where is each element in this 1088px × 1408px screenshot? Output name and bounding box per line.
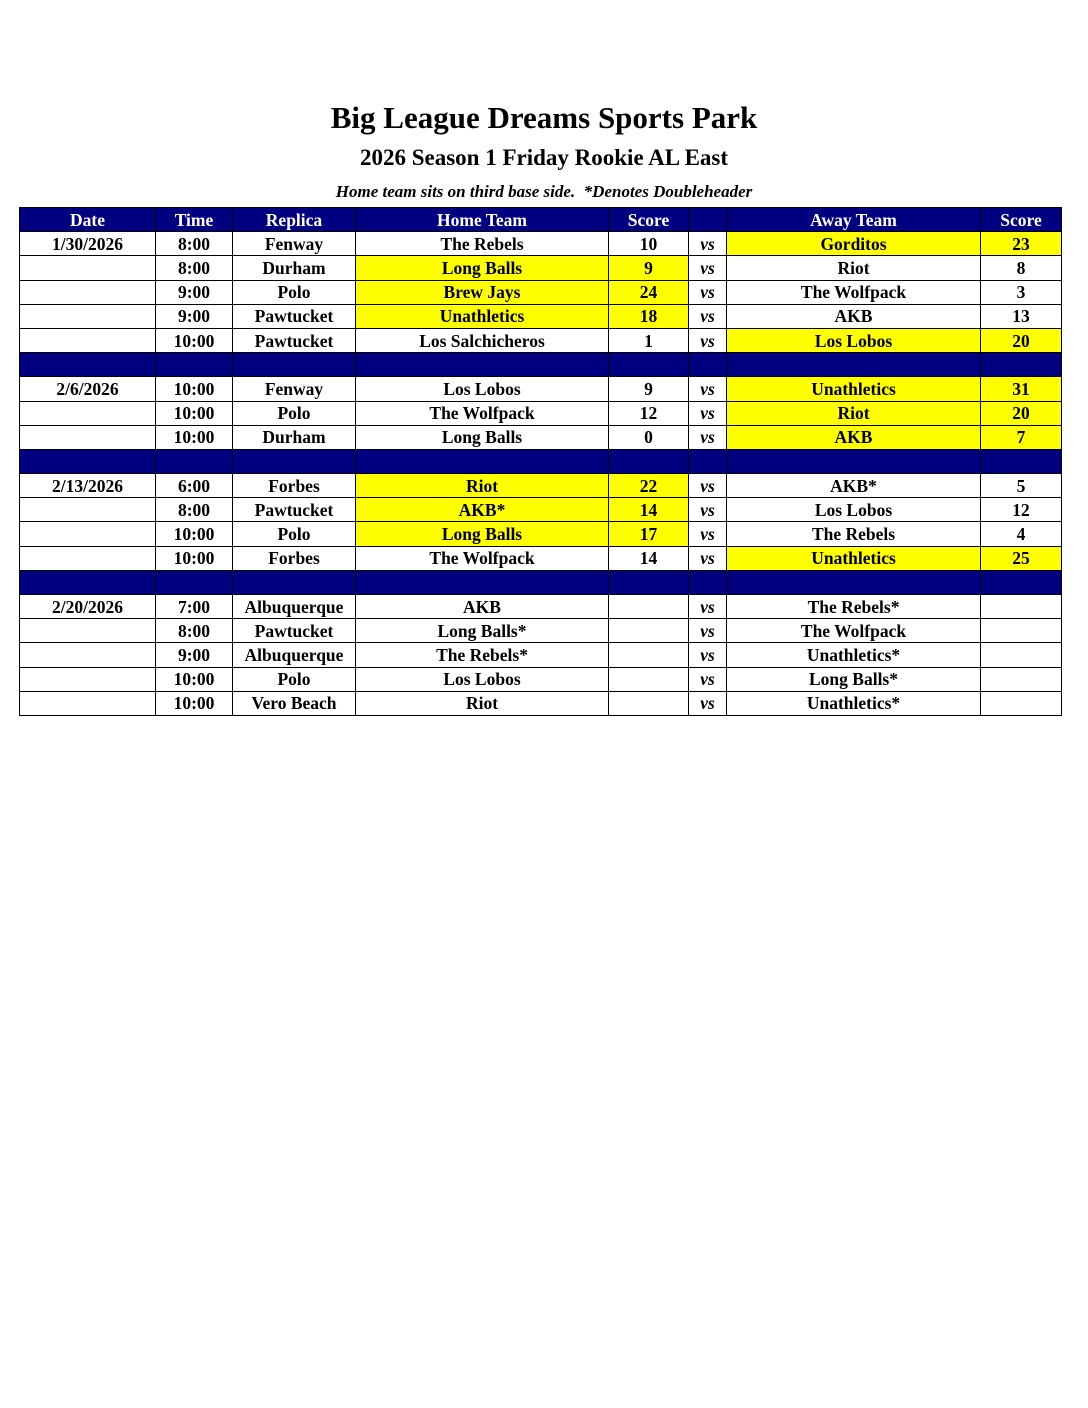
home-team-cell: AKB* xyxy=(356,498,609,522)
week-separator-row xyxy=(20,570,1062,594)
time-cell: 10:00 xyxy=(156,667,233,691)
schedule-table xyxy=(19,207,1062,716)
header-row xyxy=(20,208,1062,232)
game-row xyxy=(20,691,1062,715)
vs-cell: vs xyxy=(689,546,727,570)
replica-cell: Forbes xyxy=(233,474,356,498)
vs-cell: vs xyxy=(689,304,727,328)
home-team-cell: Unathletics xyxy=(356,304,609,328)
game-row xyxy=(20,280,1062,304)
separator-cell xyxy=(233,570,356,594)
away-score-cell xyxy=(981,691,1062,715)
separator-cell xyxy=(609,353,689,377)
date-cell xyxy=(20,425,156,449)
vs-cell: vs xyxy=(689,667,727,691)
replica-cell: Albuquerque xyxy=(233,643,356,667)
home-team-cell: Brew Jays xyxy=(356,280,609,304)
home-team-cell: AKB xyxy=(356,595,609,619)
replica-cell: Pawtucket xyxy=(233,304,356,328)
home-score-cell: 17 xyxy=(609,522,689,546)
separator-cell xyxy=(233,353,356,377)
vs-cell: vs xyxy=(689,498,727,522)
replica-cell: Fenway xyxy=(233,232,356,256)
separator-cell xyxy=(356,570,609,594)
home-score-cell: 24 xyxy=(609,280,689,304)
replica-cell: Polo xyxy=(233,401,356,425)
col-header-away-team: Away Team xyxy=(727,208,981,232)
separator-cell xyxy=(727,449,981,473)
col-header-date: Date xyxy=(20,208,156,232)
game-row xyxy=(20,304,1062,328)
home-score-cell xyxy=(609,619,689,643)
home-team-cell: Los Salchicheros xyxy=(356,328,609,352)
game-row xyxy=(20,619,1062,643)
away-score-cell: 20 xyxy=(981,328,1062,352)
vs-cell: vs xyxy=(689,643,727,667)
home-score-cell: 18 xyxy=(609,304,689,328)
date-cell xyxy=(20,401,156,425)
replica-cell: Fenway xyxy=(233,377,356,401)
replica-cell: Durham xyxy=(233,425,356,449)
home-team-cell: The Wolfpack xyxy=(356,546,609,570)
time-cell: 8:00 xyxy=(156,232,233,256)
home-team-cell: Riot xyxy=(356,691,609,715)
game-row xyxy=(20,522,1062,546)
away-team-cell: AKB xyxy=(727,304,981,328)
game-row xyxy=(20,328,1062,352)
separator-cell xyxy=(689,449,727,473)
schedule-body xyxy=(20,232,1062,716)
date-cell xyxy=(20,280,156,304)
game-row xyxy=(20,425,1062,449)
away-team-cell: The Wolfpack xyxy=(727,280,981,304)
away-score-cell: 5 xyxy=(981,474,1062,498)
replica-cell: Pawtucket xyxy=(233,328,356,352)
away-team-cell: The Wolfpack xyxy=(727,619,981,643)
vs-cell: vs xyxy=(689,474,727,498)
home-score-cell: 10 xyxy=(609,232,689,256)
time-cell: 8:00 xyxy=(156,256,233,280)
away-score-cell xyxy=(981,667,1062,691)
vs-cell: vs xyxy=(689,280,727,304)
page-title: Big League Dreams Sports Park xyxy=(330,100,758,135)
away-score-cell: 25 xyxy=(981,546,1062,570)
separator-cell xyxy=(356,353,609,377)
away-score-cell: 31 xyxy=(981,377,1062,401)
replica-cell: Polo xyxy=(233,522,356,546)
home-team-cell: Long Balls xyxy=(356,256,609,280)
game-row xyxy=(20,498,1062,522)
doubleheader-note: Home team sits on third base side. *Denotes Doubleheader xyxy=(335,182,753,201)
game-row xyxy=(20,256,1062,280)
away-score-cell: 12 xyxy=(981,498,1062,522)
home-score-cell: 9 xyxy=(609,377,689,401)
separator-cell xyxy=(981,570,1062,594)
date-cell xyxy=(20,619,156,643)
game-row xyxy=(20,643,1062,667)
replica-cell: Durham xyxy=(233,256,356,280)
home-team-cell: Los Lobos xyxy=(356,377,609,401)
date-cell xyxy=(20,691,156,715)
separator-cell xyxy=(156,449,233,473)
away-score-cell: 23 xyxy=(981,232,1062,256)
col-header-time: Time xyxy=(156,208,233,232)
replica-cell: Pawtucket xyxy=(233,498,356,522)
separator-cell xyxy=(689,570,727,594)
home-score-cell: 1 xyxy=(609,328,689,352)
time-cell: 10:00 xyxy=(156,377,233,401)
col-header-away-score: Score xyxy=(981,208,1062,232)
separator-cell xyxy=(233,449,356,473)
week-separator-row xyxy=(20,449,1062,473)
separator-cell xyxy=(981,353,1062,377)
time-cell: 10:00 xyxy=(156,401,233,425)
home-team-cell: The Wolfpack xyxy=(356,401,609,425)
vs-cell: vs xyxy=(689,377,727,401)
separator-cell xyxy=(20,570,156,594)
date-cell: 2/20/2026 xyxy=(20,595,156,619)
separator-cell xyxy=(727,353,981,377)
time-cell: 9:00 xyxy=(156,643,233,667)
home-team-cell: Los Lobos xyxy=(356,667,609,691)
time-cell: 10:00 xyxy=(156,328,233,352)
away-team-cell: Los Lobos xyxy=(727,498,981,522)
date-cell: 1/30/2026 xyxy=(20,232,156,256)
home-team-cell: The Rebels xyxy=(356,232,609,256)
time-cell: 9:00 xyxy=(156,280,233,304)
away-score-cell xyxy=(981,595,1062,619)
home-score-cell xyxy=(609,595,689,619)
away-team-cell: Unathletics xyxy=(727,377,981,401)
separator-cell xyxy=(609,449,689,473)
away-team-cell: AKB xyxy=(727,425,981,449)
away-team-cell: Riot xyxy=(727,256,981,280)
page-subtitle: 2026 Season 1 Friday Rookie AL East xyxy=(359,145,729,170)
week-separator-row xyxy=(20,353,1062,377)
away-score-cell: 7 xyxy=(981,425,1062,449)
away-score-cell: 8 xyxy=(981,256,1062,280)
time-cell: 8:00 xyxy=(156,619,233,643)
game-row xyxy=(20,546,1062,570)
replica-cell: Polo xyxy=(233,667,356,691)
date-cell xyxy=(20,667,156,691)
home-score-cell: 14 xyxy=(609,546,689,570)
time-cell: 8:00 xyxy=(156,498,233,522)
time-cell: 10:00 xyxy=(156,425,233,449)
replica-cell: Vero Beach xyxy=(233,691,356,715)
separator-cell xyxy=(20,449,156,473)
date-cell xyxy=(20,498,156,522)
game-row xyxy=(20,474,1062,498)
away-team-cell: Unathletics xyxy=(727,546,981,570)
separator-cell xyxy=(156,570,233,594)
col-header-home-team: Home Team xyxy=(356,208,609,232)
away-team-cell: The Rebels* xyxy=(727,595,981,619)
replica-cell: Albuquerque xyxy=(233,595,356,619)
away-team-cell: Gorditos xyxy=(727,232,981,256)
away-score-cell: 4 xyxy=(981,522,1062,546)
away-score-cell: 20 xyxy=(981,401,1062,425)
date-cell xyxy=(20,643,156,667)
home-score-cell xyxy=(609,667,689,691)
away-score-cell: 13 xyxy=(981,304,1062,328)
time-cell: 6:00 xyxy=(156,474,233,498)
col-header-vs xyxy=(689,208,727,232)
game-row xyxy=(20,401,1062,425)
home-team-cell: Long Balls xyxy=(356,425,609,449)
vs-cell: vs xyxy=(689,691,727,715)
away-team-cell: Unathletics* xyxy=(727,691,981,715)
game-row xyxy=(20,232,1062,256)
col-header-home-score: Score xyxy=(609,208,689,232)
date-cell: 2/6/2026 xyxy=(20,377,156,401)
home-team-cell: Long Balls xyxy=(356,522,609,546)
date-cell xyxy=(20,304,156,328)
vs-cell: vs xyxy=(689,425,727,449)
separator-cell xyxy=(727,570,981,594)
home-score-cell: 22 xyxy=(609,474,689,498)
home-team-cell: Riot xyxy=(356,474,609,498)
home-team-cell: The Rebels* xyxy=(356,643,609,667)
away-team-cell: Long Balls* xyxy=(727,667,981,691)
away-team-cell: Los Lobos xyxy=(727,328,981,352)
vs-cell: vs xyxy=(689,328,727,352)
away-score-cell xyxy=(981,619,1062,643)
vs-cell: vs xyxy=(689,522,727,546)
date-cell xyxy=(20,328,156,352)
away-team-cell: Riot xyxy=(727,401,981,425)
separator-cell xyxy=(20,353,156,377)
date-cell xyxy=(20,256,156,280)
away-team-cell: Unathletics* xyxy=(727,643,981,667)
home-score-cell: 9 xyxy=(609,256,689,280)
separator-cell xyxy=(609,570,689,594)
vs-cell: vs xyxy=(689,619,727,643)
home-team-cell: Long Balls* xyxy=(356,619,609,643)
time-cell: 10:00 xyxy=(156,546,233,570)
separator-cell xyxy=(156,353,233,377)
away-score-cell xyxy=(981,643,1062,667)
replica-cell: Forbes xyxy=(233,546,356,570)
separator-cell xyxy=(689,353,727,377)
separator-cell xyxy=(981,449,1062,473)
game-row xyxy=(20,667,1062,691)
home-score-cell xyxy=(609,643,689,667)
game-row xyxy=(20,595,1062,619)
away-team-cell: AKB* xyxy=(727,474,981,498)
date-cell xyxy=(20,522,156,546)
vs-cell: vs xyxy=(689,595,727,619)
home-score-cell xyxy=(609,691,689,715)
home-score-cell: 12 xyxy=(609,401,689,425)
date-cell: 2/13/2026 xyxy=(20,474,156,498)
date-cell xyxy=(20,546,156,570)
away-score-cell: 3 xyxy=(981,280,1062,304)
time-cell: 7:00 xyxy=(156,595,233,619)
vs-cell: vs xyxy=(689,401,727,425)
time-cell: 9:00 xyxy=(156,304,233,328)
time-cell: 10:00 xyxy=(156,691,233,715)
vs-cell: vs xyxy=(689,232,727,256)
time-cell: 10:00 xyxy=(156,522,233,546)
replica-cell: Polo xyxy=(233,280,356,304)
replica-cell: Pawtucket xyxy=(233,619,356,643)
home-score-cell: 14 xyxy=(609,498,689,522)
game-row xyxy=(20,377,1062,401)
away-team-cell: The Rebels xyxy=(727,522,981,546)
separator-cell xyxy=(356,449,609,473)
col-header-replica: Replica xyxy=(233,208,356,232)
home-score-cell: 0 xyxy=(609,425,689,449)
vs-cell: vs xyxy=(689,256,727,280)
